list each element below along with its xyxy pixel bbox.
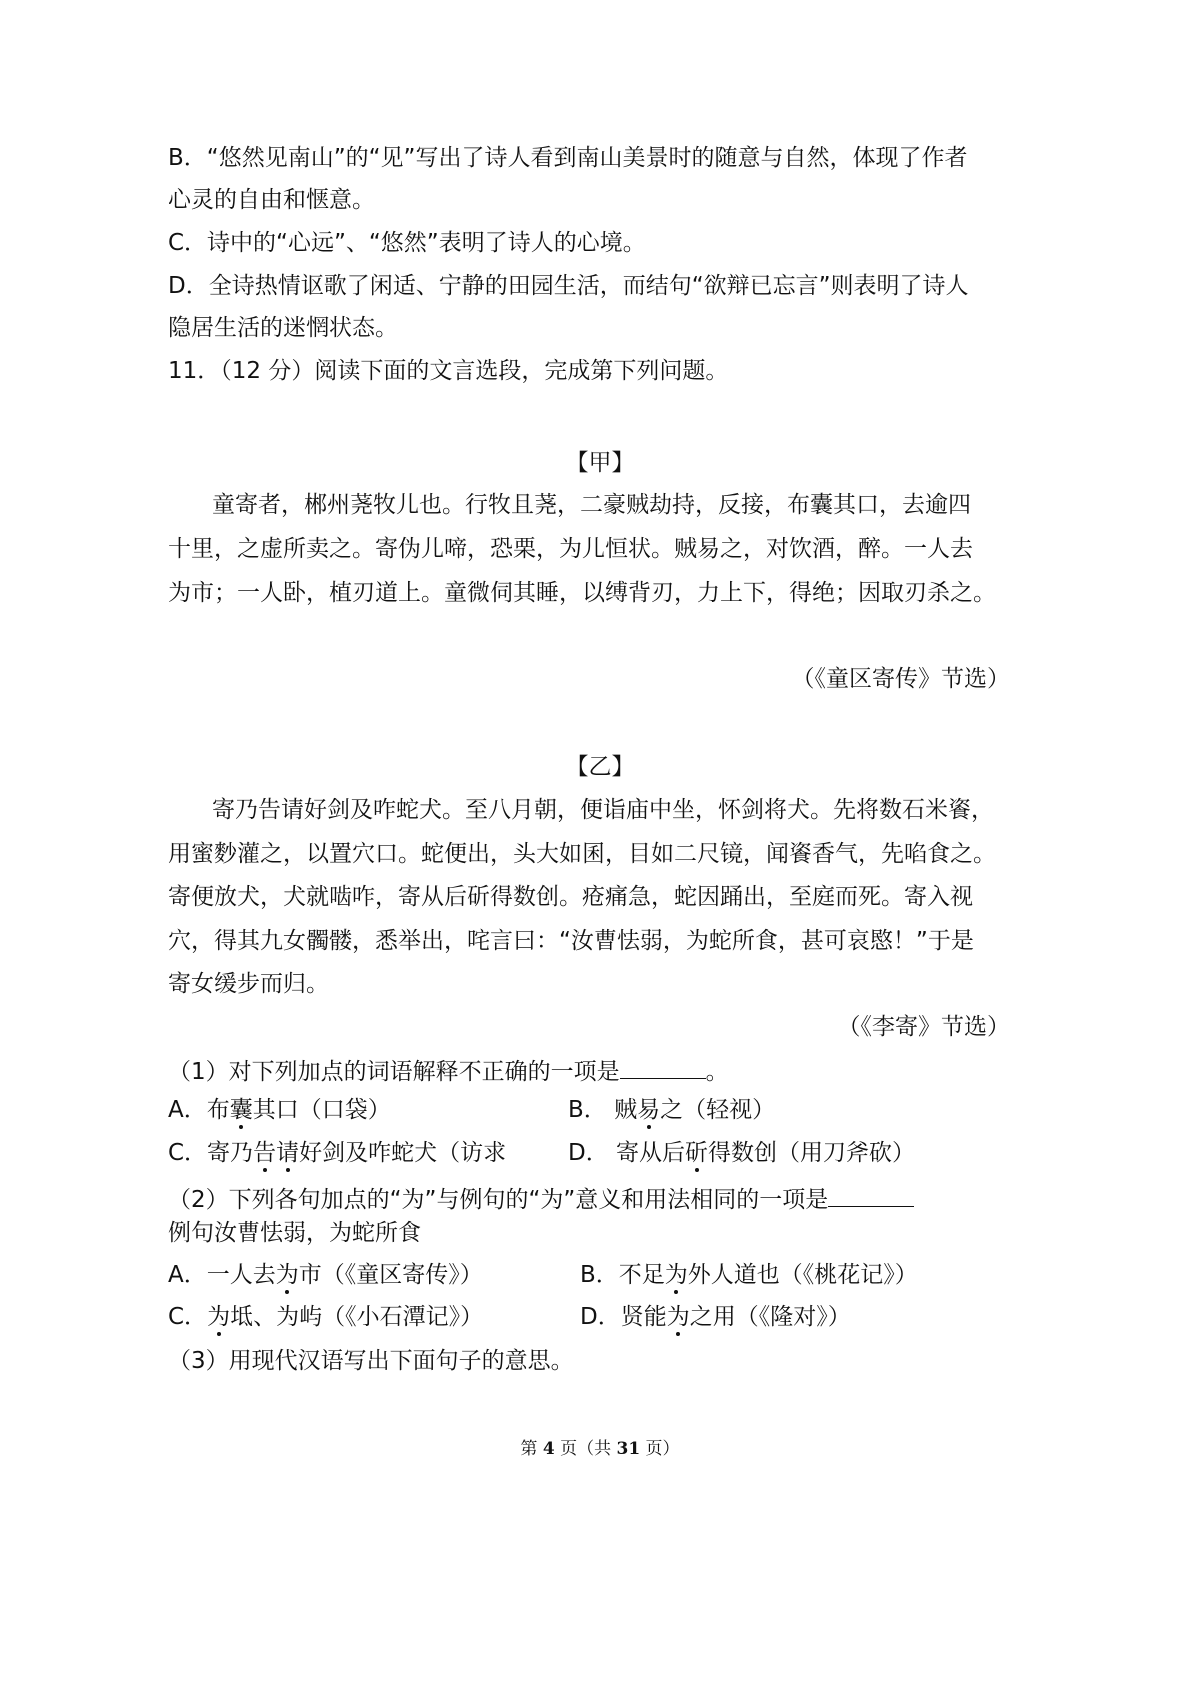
subquestion-1-prompt-text: （1）对下列加点的词语解释不正确的一项是 bbox=[168, 1059, 620, 1085]
passage-jia-source: （《童区寄传》节选） bbox=[791, 666, 1010, 692]
passage-yi-line-5: 寄女缓步而归。 bbox=[168, 971, 329, 997]
option-a-prefix: A．布 bbox=[168, 1097, 230, 1123]
passage-jia-line-3: 为市；一人卧，植刃道上。童微伺其睡，以缚背刃，力上下，得绝；因取刃杀之。 bbox=[168, 580, 996, 606]
dotted-word: 为 bbox=[666, 1304, 690, 1330]
subquestion-2-prompt-text: （2）下列各句加点的“为”与例句的“为”意义和用法相同的一项是 bbox=[168, 1187, 829, 1213]
footer-prefix: 第 bbox=[520, 1439, 543, 1459]
option-b-prefix: B．不足 bbox=[580, 1262, 665, 1288]
option-a-rest: 市（《童区寄传》） bbox=[298, 1262, 483, 1288]
option-b-line-2: 心灵的自由和惬意。 bbox=[168, 187, 375, 213]
passage-yi-line-1: 寄乃告请好剑及咋蛇犬。至八月朝，便诣庙中坐，怀剑将犬。先将数石米餈， bbox=[212, 797, 994, 823]
option-b-line-1: B．“悠然见南山”的“见”写出了诗人看到南山美景时的随意与自然，体现了作者 bbox=[168, 145, 968, 171]
question-11-intro: 11．（12 分）阅读下面的文言选段，完成第下列问题。 bbox=[168, 358, 729, 384]
passage-yi-line-4: 穴，得其九女髑髅，悉举出，咤言曰：“汝曹怯弱，为蛇所食，甚可哀愍！”于是 bbox=[168, 928, 974, 954]
subquestion-2-option-b bbox=[580, 1260, 918, 1290]
passage-jia-line-2: 十里，之虚所卖之。寄伪儿啼，恐栗，为儿恒状。贼易之，对饮酒，醉。一人去 bbox=[168, 536, 973, 562]
page-footer bbox=[0, 1434, 1200, 1464]
option-b-rest: 之（轻视） bbox=[660, 1097, 776, 1123]
subquestion-3-prompt: （3）用现代汉语写出下面句子的意思。 bbox=[168, 1348, 574, 1374]
option-d-rest: 得数创（用刀斧砍） bbox=[708, 1140, 916, 1166]
option-b-rest: 外人道也（《桃花记》） bbox=[687, 1262, 918, 1288]
dotted-word: 囊 bbox=[229, 1097, 253, 1123]
footer-middle: 页（共 bbox=[554, 1439, 617, 1459]
passage-yi-heading: 【乙】 bbox=[565, 754, 635, 780]
subquestion-2-option-a bbox=[168, 1260, 483, 1290]
dotted-word: 请 bbox=[276, 1140, 300, 1166]
dotted-word: 易 bbox=[637, 1097, 661, 1123]
option-c-line: C．诗中的“心远”、“悠然”表明了诗人的心境。 bbox=[168, 230, 646, 256]
subquestion-1-option-c bbox=[168, 1138, 506, 1168]
option-c-prefix: C． bbox=[168, 1304, 208, 1330]
footer-suffix: 页） bbox=[640, 1439, 680, 1459]
subquestion-1-option-a bbox=[168, 1095, 391, 1125]
option-a-rest: 其口（口袋） bbox=[252, 1097, 391, 1123]
dotted-word: 为 bbox=[664, 1262, 688, 1288]
passage-yi-line-2: 用蜜麨灌之，以置穴口。蛇便出，头大如囷，目如二尺镜，闻餈香气，先啗食之。 bbox=[168, 841, 996, 867]
subquestion-2-example: 例句汝曹怯弱，为蛇所食 bbox=[168, 1220, 421, 1246]
option-d-line-2: 隐居生活的迷惘状态。 bbox=[168, 315, 398, 341]
option-a-prefix: A．一人去 bbox=[168, 1262, 276, 1288]
answer-blank-1[interactable] bbox=[620, 1054, 706, 1079]
option-b-prefix: B． 贼 bbox=[568, 1097, 638, 1123]
option-c-prefix: C．寄乃 bbox=[168, 1140, 254, 1166]
dotted-word: 为 bbox=[275, 1262, 299, 1288]
passage-yi-line-3: 寄便放犬，犬就啮咋，寄从后斫得数创。疮痛急，蛇因踊出，至庭而死。寄入视 bbox=[168, 884, 973, 910]
subquestion-1-prompt-end: 。 bbox=[705, 1059, 729, 1085]
page-number: 4 bbox=[542, 1439, 555, 1459]
dotted-word: 为 bbox=[207, 1304, 231, 1330]
option-d-rest: 之用（《隆对》） bbox=[689, 1304, 851, 1330]
subquestion-1-option-d bbox=[568, 1138, 915, 1168]
dotted-word: 斫 bbox=[685, 1140, 709, 1166]
total-pages: 31 bbox=[616, 1439, 641, 1459]
option-d-line-1: D．全诗热情讴歌了闲适、宁静的田园生活，而结句“欲辩已忘言”则表明了诗人 bbox=[168, 273, 969, 299]
subquestion-2-prompt bbox=[168, 1182, 914, 1215]
subquestion-2-option-d bbox=[580, 1302, 851, 1332]
option-c-rest: 好剑及咋蛇犬（访求 bbox=[299, 1140, 507, 1166]
option-c-rest: 坻、为屿（《小石潭记》） bbox=[230, 1304, 484, 1330]
subquestion-1-prompt bbox=[168, 1054, 729, 1087]
answer-blank-2[interactable] bbox=[828, 1182, 914, 1207]
subquestion-1-option-b bbox=[568, 1095, 775, 1125]
passage-jia-line-1: 童寄者，郴州荛牧儿也。行牧且荛，二豪贼劫持，反接，布囊其口，去逾四 bbox=[212, 492, 971, 518]
subquestion-2-option-c bbox=[168, 1302, 483, 1332]
passage-jia-heading: 【甲】 bbox=[565, 450, 635, 476]
dotted-word: 告 bbox=[253, 1140, 277, 1166]
option-d-prefix: D．贤能 bbox=[580, 1304, 667, 1330]
option-d-prefix: D． 寄从后 bbox=[568, 1140, 686, 1166]
passage-yi-source: （《李寄》节选） bbox=[837, 1014, 1010, 1040]
